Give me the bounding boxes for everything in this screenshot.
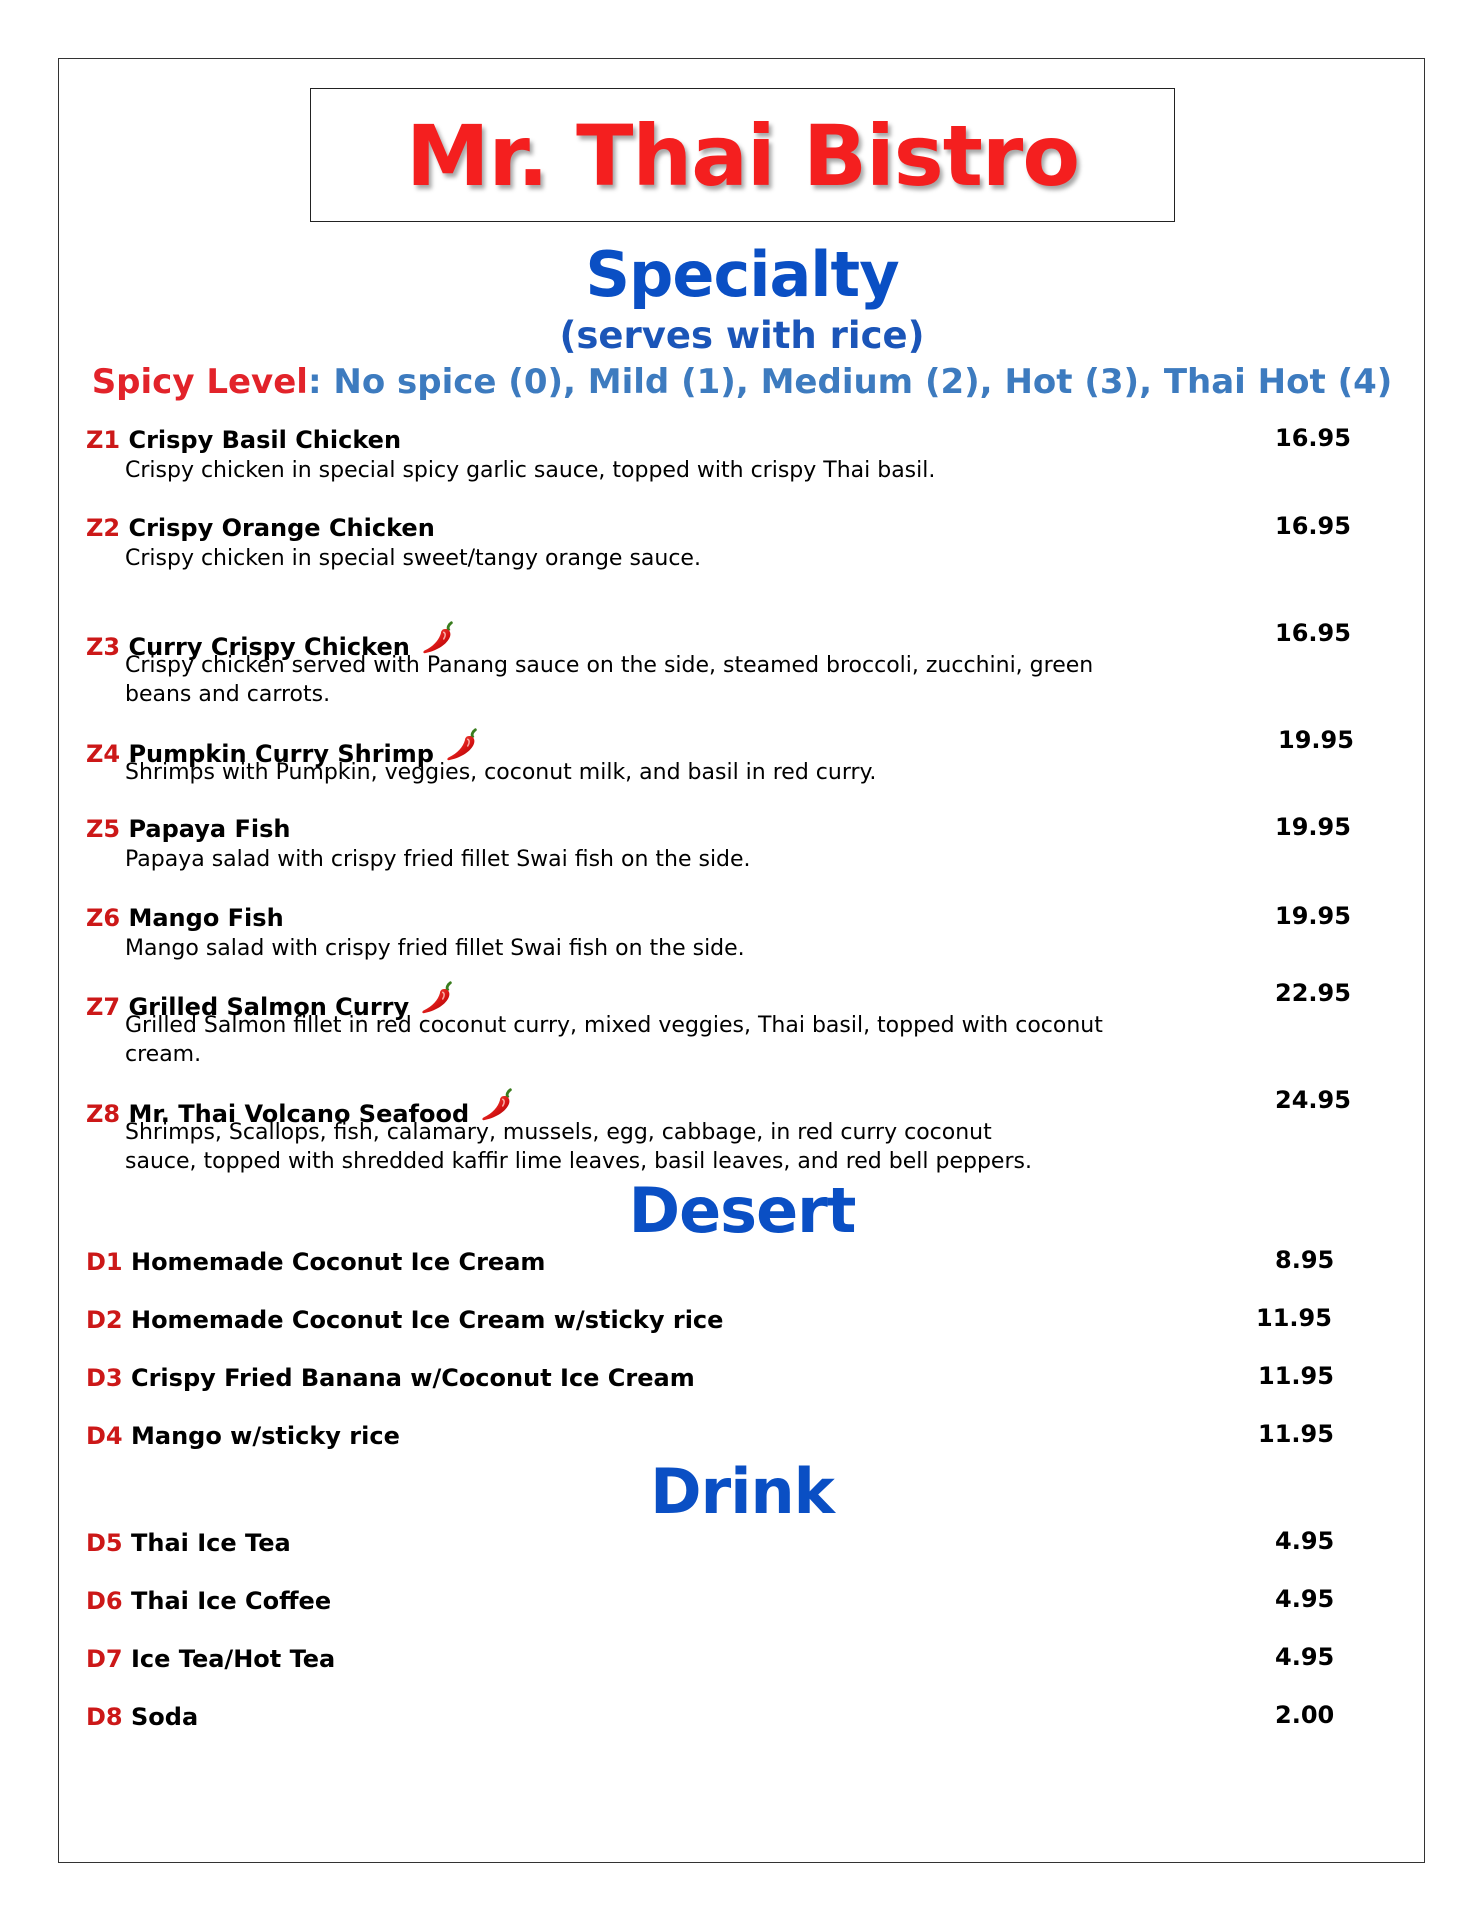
item-price: 16.95 [1275, 424, 1351, 452]
item-name: Thai Ice Coffee [130, 1587, 332, 1615]
menu-item-d6 [86, 1585, 1386, 1617]
item-code: Z6 [86, 904, 121, 932]
item-code: Z1 [86, 426, 121, 454]
item-code: D6 [86, 1587, 123, 1615]
menu-item-d7 [86, 1643, 1386, 1675]
item-price: 11.95 [1258, 1420, 1334, 1448]
menu-item-z5 [86, 813, 1386, 874]
menu-item-d4 [86, 1420, 1386, 1452]
item-name: Mango w/sticky rice [130, 1422, 400, 1450]
item-name: Thai Ice Tea [130, 1529, 291, 1557]
item-code: D2 [86, 1306, 123, 1334]
menu-item-d8 [86, 1701, 1386, 1733]
item-code: Z5 [86, 815, 121, 843]
item-code: D8 [86, 1703, 123, 1731]
item-code: D1 [86, 1248, 123, 1276]
restaurant-name: Mr. Thai Bistro [405, 107, 1080, 205]
item-name: Mango Fish [128, 904, 284, 932]
menu-item-z1 [86, 424, 1386, 485]
item-code: Z4 [86, 740, 121, 768]
item-price: 16.95 [1275, 619, 1351, 647]
item-price: 16.95 [1275, 512, 1351, 540]
specialty-subtitle: (serves with rice) [559, 314, 925, 357]
item-name: Ice Tea/Hot Tea [130, 1645, 336, 1673]
spicy-level-legend [0, 362, 1484, 402]
item-price: 22.95 [1275, 979, 1351, 1007]
item-name: Grilled Salmon Curry [128, 993, 410, 1021]
item-code: Z8 [86, 1100, 121, 1128]
item-code: Z7 [86, 993, 121, 1021]
item-description: Crispy chicken served with Panang sauce on the side, steamed broccoli, zucchini, green beans and carrots. [125, 653, 1094, 707]
item-description: Papaya salad with crispy fried fillet Swai fish on the side. [125, 847, 751, 872]
item-description: Crispy chicken in special spicy garlic sauce, topped with crispy Thai basil. [125, 458, 936, 483]
item-price: 4.95 [1275, 1527, 1335, 1555]
restaurant-title-box [310, 88, 1175, 222]
item-name: Homemade Coconut Ice Cream [130, 1248, 546, 1276]
item-name: Homemade Coconut Ice Cream w/sticky rice [130, 1306, 724, 1334]
menu-item-d2 [86, 1304, 1386, 1336]
item-code: D4 [86, 1422, 123, 1450]
item-price: 19.95 [1275, 902, 1351, 930]
item-code: D5 [86, 1529, 123, 1557]
item-description: Crispy chicken in special sweet/tangy orange sauce. [125, 546, 701, 571]
menu-item-z2 [86, 512, 1386, 573]
item-price: 19.95 [1278, 726, 1354, 754]
item-code: D3 [86, 1364, 123, 1392]
menu-item-d5 [86, 1527, 1386, 1559]
item-price: 24.95 [1275, 1086, 1351, 1114]
specialty-heading: Specialty [585, 238, 899, 311]
item-price: 11.95 [1256, 1304, 1332, 1332]
item-price: 2.00 [1275, 1701, 1335, 1729]
item-name: Crispy Fried Banana w/Coconut Ice Cream [130, 1364, 695, 1392]
item-code: Z3 [86, 633, 121, 661]
desert-heading: Desert [628, 1174, 856, 1247]
item-name: Curry Crispy Chicken [128, 633, 410, 661]
item-code: Z2 [86, 514, 121, 542]
item-price: 8.95 [1275, 1246, 1335, 1274]
menu-item-z8 [86, 1086, 1386, 1176]
menu-item-d3 [86, 1362, 1386, 1394]
menu-item-z4 [86, 726, 1386, 787]
item-name: Papaya Fish [128, 815, 291, 843]
item-name: Mr. Thai Volcano Seafood [128, 1100, 470, 1128]
drink-heading: Drink [650, 1455, 834, 1528]
menu-item-z3 [86, 619, 1386, 709]
item-description: Shrimps with Pumpkin, veggies, coconut milk, and basil in red curry. [125, 760, 877, 785]
item-price: 4.95 [1275, 1643, 1335, 1671]
item-name: Crispy Basil Chicken [128, 426, 402, 454]
item-price: 19.95 [1275, 813, 1351, 841]
menu-item-d1 [86, 1246, 1386, 1278]
item-name: Soda [130, 1703, 199, 1731]
item-code: D7 [86, 1645, 123, 1673]
item-description: Grilled Salmon fillet in red coconut curry, mixed veggies, Thai basil, topped with coconut cream. [125, 1013, 1103, 1067]
item-price: 4.95 [1275, 1585, 1335, 1613]
spicy-level-label: Spicy Level [91, 362, 308, 402]
item-name: Crispy Orange Chicken [128, 514, 435, 542]
item-price: 11.95 [1258, 1362, 1334, 1390]
menu-item-z6 [86, 902, 1386, 963]
spicy-level-values: : No spice (0), Mild (1), Medium (2), Hot (3), Thai Hot (4) [307, 362, 1393, 402]
item-description: Mango salad with crispy fried fillet Swai fish on the side. [125, 936, 745, 961]
item-name: Pumpkin Curry Shrimp [128, 740, 434, 768]
item-description: Shrimps, Scallops, fish, calamary, mussels, egg, cabbage, in red curry coconut sauce, topped with shredded kaffir lime leaves, basil leaves, and red bell peppers. [125, 1120, 1032, 1174]
menu-item-z7 [86, 979, 1386, 1069]
